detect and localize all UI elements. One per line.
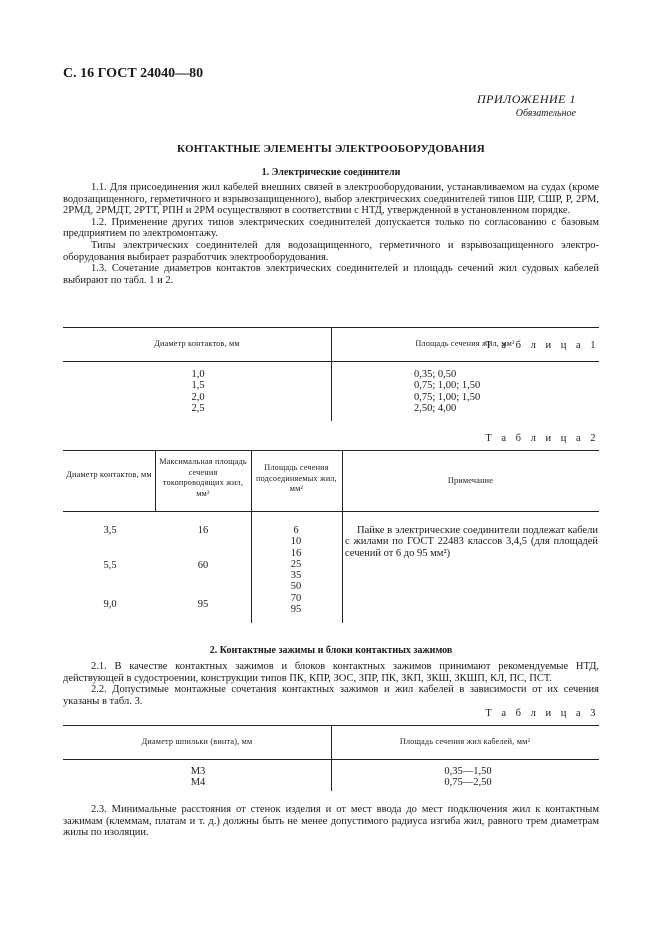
table2-note: Пайке в электрические соединители подлежат кабели с жилами по ГОСТ 22483 классов 3,4,5 (для площадей сечений от 6 до 95 мм²) [345,525,598,559]
table2-diameter-cell: 9,0 [103,599,117,610]
table2-diameter-cell: 3,5 [103,525,117,536]
table2-header-conn-area: Площадь сечения подсоединяемых жил, мм² [256,463,337,493]
paragraph-1-2: 1.2. Применение других типов электрических соединителей допускается только по согласованию с базовым предприятием по электромонтажу. [63,216,599,240]
section1-text [63,182,599,286]
table2-area-column [278,525,314,615]
table-cell: 1,0 [191,369,205,380]
appendix-status: Обязательное [515,108,576,119]
table2-header-note: Примечание [447,476,494,485]
table-cell: 1,5 [191,380,205,392]
table-cell: 2,5 [191,402,205,414]
table-cell: М3 [190,766,206,777]
table-cell: М4 [190,777,206,789]
table2-diameter-cell: 5,5 [103,560,117,571]
table2-max-cell: 60 [197,560,209,571]
table-cell: 0,75; 1,00; 1,50 [414,391,481,403]
appendix-title: ПРИЛОЖЕНИЕ 1 [477,92,576,106]
table1-diameter-column [183,369,213,414]
table1-caption: Т а б л и ц а 1 [485,340,599,351]
paragraph-2-3: 2.3. Минимальные расстояния от стенок изделия и от мест ввода до мест подключения жил к контактным зажимам (клеммам, платам и т. д.) должны быть не менее допустимого радиуса изгиба жил, равного трем диаметрам жилы по изоляции. [63,804,599,839]
section2-final-text [63,804,599,839]
table2-caption: Т а б л и ц а 2 [485,433,599,444]
table1-header-diameter: Диаметр контактов, мм [154,339,240,348]
table-cell: 6 [293,525,299,536]
table-cell: 16 [290,547,302,559]
table2-max-cell: 95 [197,599,209,610]
table2-header-rule [63,511,599,512]
paragraph-2-1: 2.1. В качестве контактных зажимов и блоков контактных зажимов принимают рекомендуемые НТД, действующей в судостроении, конструкции типов ПК, КПР, ЗОС, ЗПР, ПК, ЗКП, ЗКШ, ЗКШП, КЛ, ПС, ПСТ. [63,661,599,684]
table1-area-column [414,369,480,414]
table-cell: 25 [290,558,302,570]
table2-divider-2 [251,450,252,623]
document-title: КОНТАКТНЫЕ ЭЛЕМЕНТЫ ЭЛЕКТРООБОРУДОВАНИЯ [177,143,485,155]
table-cell: 0,35; 0,50 [414,369,457,380]
page-header: С. 16 ГОСТ 24040—80 [63,66,204,81]
table-cell: 50 [290,581,302,593]
section2-text [63,661,599,707]
table-cell: 2,0 [191,391,205,403]
section1-heading: 1. Электрические соединители [261,167,401,178]
table3-divider [331,725,332,791]
table1-header-area: Площадь сечения жил, мм² [415,339,515,348]
table2-top-rule [63,450,599,451]
table-cell: 35 [290,570,302,582]
table-cell: 10 [290,536,302,548]
table2-max-cell: 16 [197,525,209,536]
table3-header-area: Площадь сечения жил кабелей, мм² [399,737,531,746]
appendix-label [477,92,576,119]
table-cell: 0,75—2,50 [444,777,492,789]
table2-divider-1 [155,450,156,511]
table2-header-max-area: Максимальная площадь сечения токопроводящих жил, мм² [159,457,247,498]
table-cell: 2,50; 4,00 [414,402,457,414]
table-cell: 0,35—1,50 [444,766,492,777]
paragraph-2-2: 2.2. Допустимые монтажные сочетания контактных зажимов и жил кабелей в зависимости от их сечения указаны в табл. 3. [63,684,599,707]
table3-caption: Т а б л и ц а 3 [485,708,599,719]
paragraph-1-1: 1.1. Для присоединения жил кабелей внешних связей в электрооборудовании, устанавливаемом на судах (кроме водозащищенного, герметичного и взрывозащищенного), выбор электрических соединителей типов ШР, СШР, Р, 2РМ, 2РМД, 2РМДТ, 2РТТ, РПН и 2РМ осуществляют в соответствии с НТД, утвержденной в установленном порядке. [63,182,599,217]
table-cell: 95 [290,604,302,616]
table3-header-stud: Диаметр шпильки (винта), мм [141,737,253,746]
table2-header-diameter: Диаметр контактов, мм [66,470,152,479]
table3-area-column [438,766,498,789]
table3-stud-column [180,766,216,789]
paragraph-1-2b: Типы электрических соединителей для водозащищенного, герметичного и взрывозащищенного электро-оборудования выбирает разработчик электрооборудования. [63,239,599,263]
table-cell: 0,75; 1,00; 1,50 [414,380,481,392]
table-cell: 70 [290,592,302,604]
section2-heading: 2. Контактные зажимы и блоки контактных зажимов [209,645,453,656]
paragraph-1-3: 1.3. Сочетание диаметров контактов электрических соединителей и площадь сечений жил судовых кабелей выбирают по табл. 1 и 2. [63,263,599,286]
